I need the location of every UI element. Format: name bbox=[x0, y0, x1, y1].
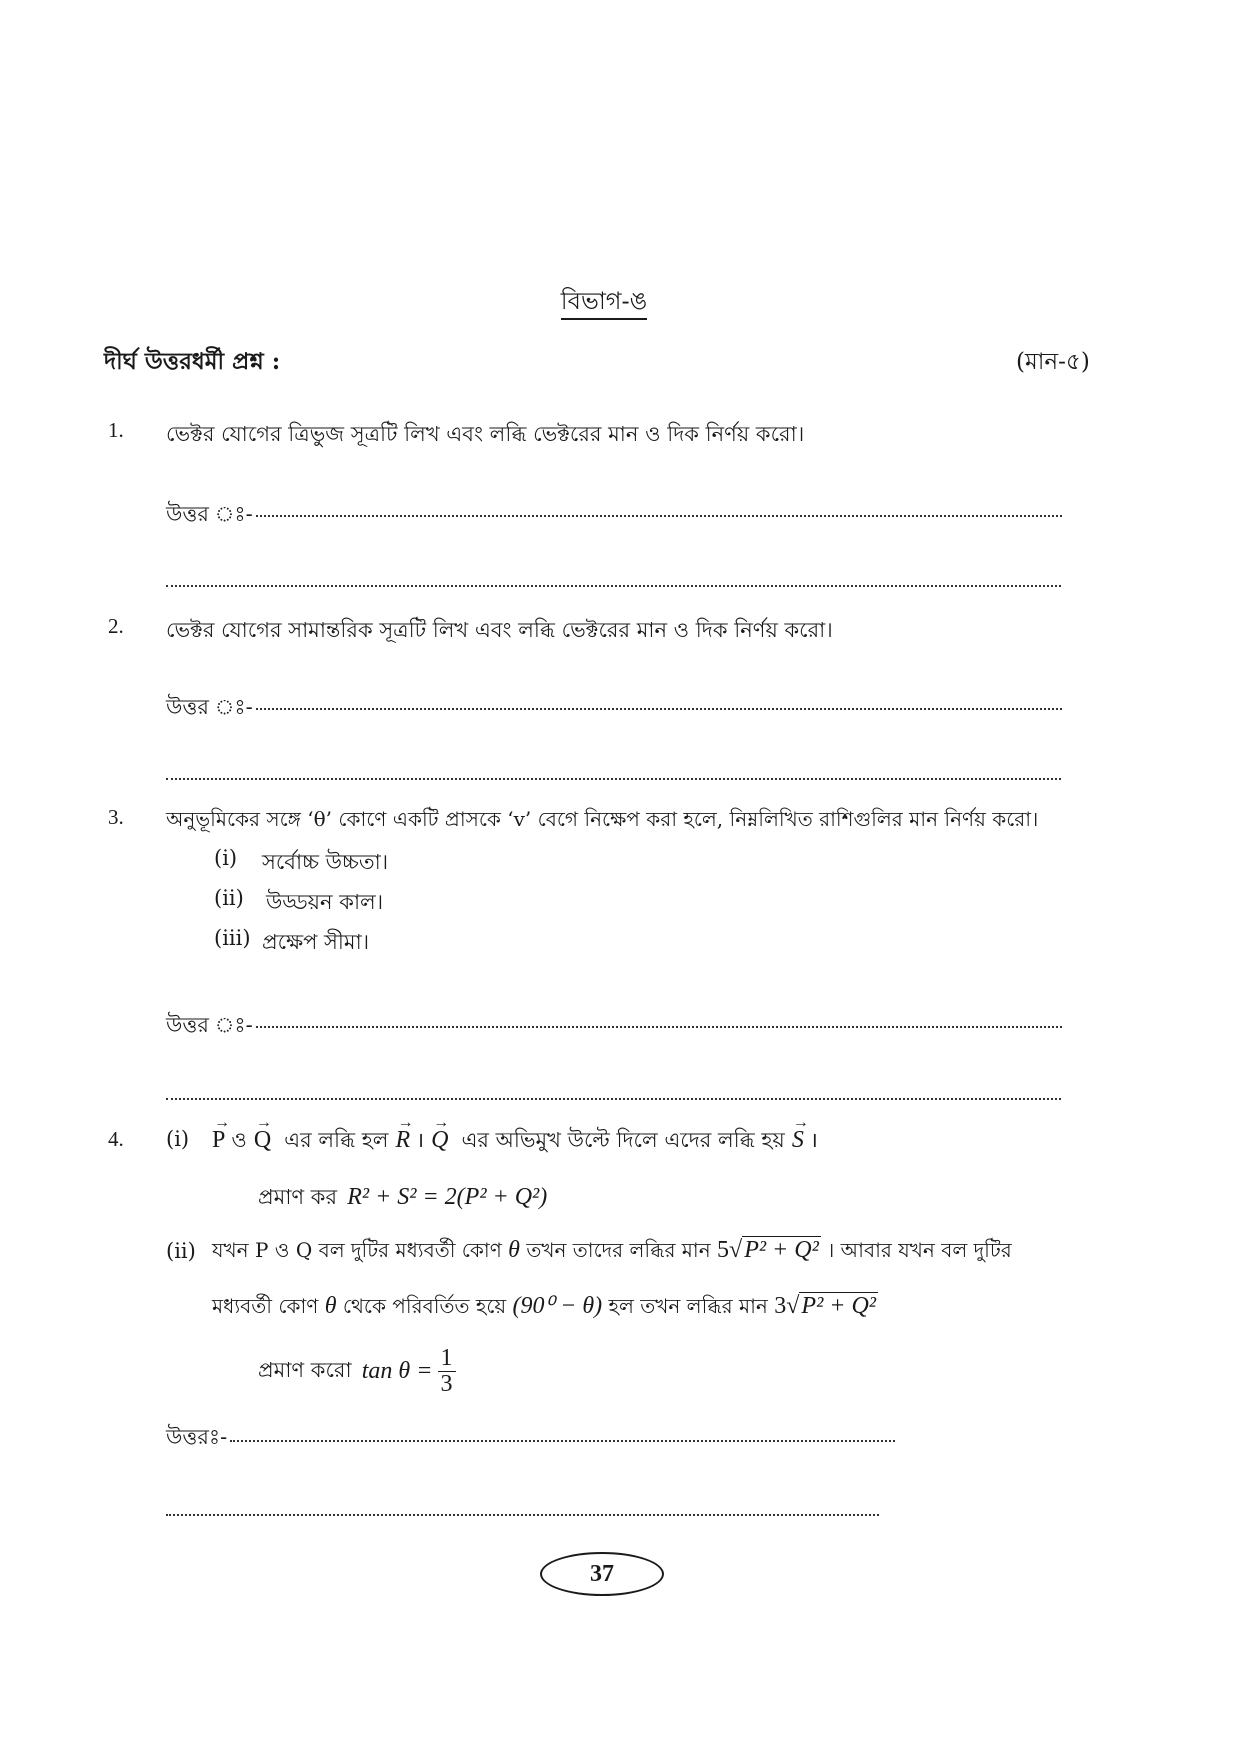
answer-label: উত্তরঃ- bbox=[166, 1425, 228, 1449]
question-number: 4. bbox=[108, 1127, 124, 1151]
answer-line[interactable] bbox=[256, 708, 1062, 710]
vector-arrow-icon: → bbox=[433, 1114, 450, 1131]
statement-text: এর লব্ধি হল bbox=[284, 1128, 389, 1152]
statement-text: এর অভিমুখ উল্টে দিলে এদের লব্ধি হয় bbox=[461, 1128, 785, 1152]
vector-q: → Q bbox=[431, 1114, 450, 1153]
question-statement bbox=[212, 1291, 878, 1325]
statement-text: থেকে পরিবর্তিত হয়ে bbox=[342, 1294, 507, 1318]
vector-arrow-icon: → bbox=[214, 1114, 230, 1131]
question-text: ভেক্টর যোগের ত্রিভুজ সূত্রটি লিখ এবং লব্ধি ভেক্টরের মান ও দিক নির্ণয় করো। bbox=[166, 422, 805, 446]
vector-r: → R bbox=[395, 1114, 414, 1153]
formula: R² + S² = 2(P² + Q²) bbox=[347, 1184, 548, 1210]
sub-item-text: প্রক্ষেপ সীমা। bbox=[262, 930, 370, 954]
answer-line[interactable] bbox=[256, 1026, 1062, 1028]
prove-statement bbox=[258, 1346, 456, 1397]
vector-arrow-icon: → bbox=[255, 1114, 272, 1131]
sub-item-label: (ii) bbox=[214, 886, 244, 910]
vector-arrow-icon: → bbox=[792, 1114, 809, 1131]
page-number: 37 bbox=[540, 1552, 664, 1596]
sub-part-label: (i) bbox=[166, 1127, 190, 1151]
marks-label: (মান-৫) bbox=[1016, 349, 1090, 375]
fraction bbox=[438, 1346, 456, 1397]
radicand: P² + Q² bbox=[801, 1293, 876, 1319]
coefficient: 3 bbox=[774, 1293, 787, 1319]
prove-statement bbox=[258, 1181, 547, 1216]
question-statement bbox=[212, 1114, 818, 1159]
tan-expression: tan θ = bbox=[361, 1358, 433, 1385]
answer-line[interactable] bbox=[230, 1440, 895, 1442]
question-number: 3. bbox=[108, 805, 124, 829]
theta-symbol: θ bbox=[508, 1237, 520, 1263]
question-text: অনুভূমিকের সঙ্গে ‘θ’ কোণে একটি প্রাসকে ‘v’ বেগে নিক্ষেপ করা হলে, নিম্নলিখিত রাশিগুলির মান নির্ণয় করো। bbox=[166, 807, 1039, 831]
section-title: বিভাগ-ঙ bbox=[0, 283, 1208, 323]
conjunction: ও bbox=[231, 1128, 247, 1152]
separator: । bbox=[416, 1128, 425, 1152]
vector-q: → Q bbox=[253, 1114, 272, 1153]
vector-s: → S bbox=[791, 1114, 809, 1153]
theta-symbol: θ bbox=[324, 1293, 337, 1319]
sub-item-label: (iii) bbox=[214, 926, 251, 950]
answer-line[interactable] bbox=[166, 1514, 879, 1516]
radicand: P² + Q² bbox=[744, 1237, 819, 1263]
question-number: 2. bbox=[108, 614, 124, 638]
statement-text: তখন তাদের লব্ধির মান bbox=[526, 1238, 711, 1262]
statement-text: মধ্যবর্তী কোণ bbox=[212, 1294, 319, 1318]
answer-line[interactable] bbox=[166, 585, 1061, 587]
fraction-numerator: 1 bbox=[438, 1346, 456, 1372]
angle-expression: (90⁰ − θ) bbox=[512, 1293, 603, 1319]
question-text: ভেক্টর যোগের সামান্তরিক সূত্রটি লিখ এবং লব্ধি ভেক্টরের মান ও দিক নির্ণয় করো। bbox=[166, 618, 833, 642]
answer-line[interactable] bbox=[256, 515, 1062, 517]
question-number: 1. bbox=[108, 418, 124, 442]
sqrt-icon: √ bbox=[729, 1237, 743, 1263]
sub-item-text: উড্ডয়ন কাল। bbox=[266, 890, 384, 914]
coefficient: 5 bbox=[717, 1237, 730, 1263]
sub-item-label: (i) bbox=[214, 846, 238, 870]
statement-text: হল তখন লব্ধির মান bbox=[608, 1294, 768, 1318]
sub-part-label: (ii) bbox=[166, 1239, 196, 1263]
answer-label: উত্তর ঃ- bbox=[166, 695, 253, 719]
section-heading: দীর্ঘ উত্তরধর্মী প্রশ্ন : bbox=[104, 348, 281, 375]
separator: । bbox=[809, 1128, 818, 1152]
vector-arrow-icon: → bbox=[397, 1114, 414, 1131]
answer-line[interactable] bbox=[166, 778, 1061, 780]
statement-text: । আবার যখন বল দুটির bbox=[827, 1238, 1012, 1262]
answer-label: উত্তর ঃ- bbox=[166, 1013, 253, 1037]
fraction-denominator: 3 bbox=[440, 1371, 453, 1398]
question-statement bbox=[212, 1236, 1012, 1269]
statement-text: যখন P ও Q বল দুটির মধ্যবর্তী কোণ bbox=[212, 1238, 502, 1262]
answer-line[interactable] bbox=[166, 1098, 1061, 1100]
prove-label: প্রমাণ কর bbox=[258, 1185, 338, 1209]
prove-label: প্রমাণ করো bbox=[258, 1358, 352, 1383]
answer-label: উত্তর ঃ- bbox=[166, 502, 253, 526]
sub-item-text: সর্বোচ্চ উচ্চতা। bbox=[262, 850, 389, 874]
sqrt-icon: √ bbox=[786, 1293, 800, 1319]
vector-p: → P bbox=[212, 1114, 230, 1153]
